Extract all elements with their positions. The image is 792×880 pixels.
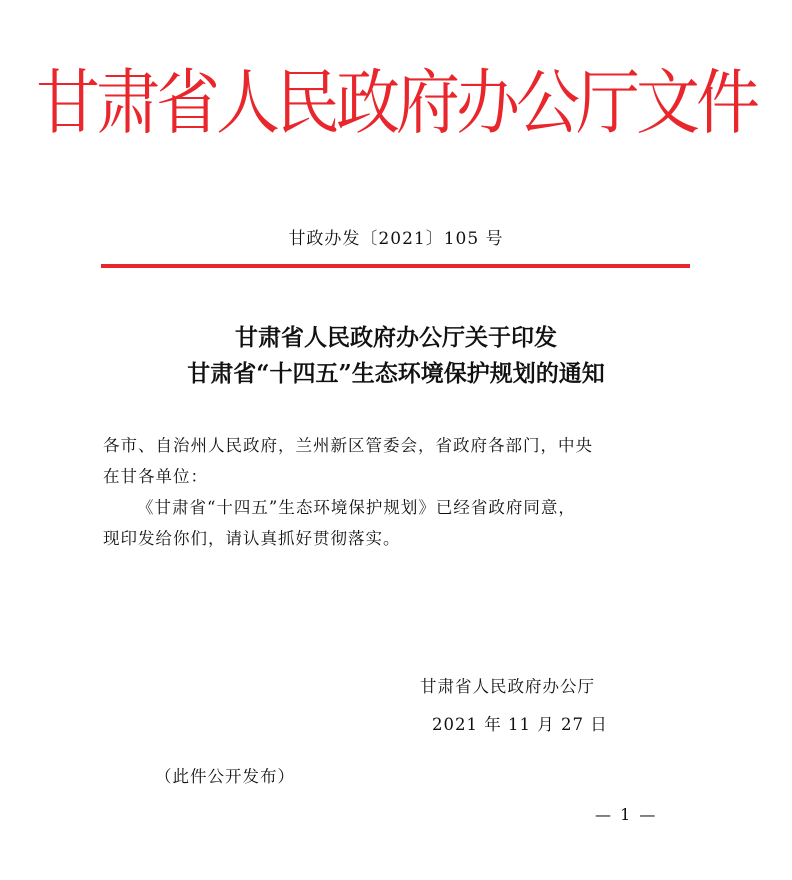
body-line-1-text: 《甘肃省“十四五”生态环境保护规划》已经省政府同意， — [137, 498, 576, 517]
publish-note: （此件公开发布） — [155, 767, 295, 786]
body-line-2: 现印发给你们，请认真抓好贯彻落实。 — [103, 529, 401, 548]
document-number: 甘政办发〔2021〕105 号 — [288, 229, 504, 249]
document-header-title: 甘肃省人民政府办公厅文件 — [36, 63, 756, 145]
notice-title-line-2: 甘肃省“十四五”生态环境保护规划的通知 — [187, 360, 605, 387]
recipients-line-2: 在甘各单位： — [103, 467, 208, 486]
signature-date: 2021 年 11 月 27 日 — [432, 715, 608, 734]
body-line-1 — [103, 492, 693, 523]
signature-organization: 甘肃省人民政府办公厅 — [420, 677, 595, 696]
notice-title — [0, 320, 792, 392]
page-number: — 1 — — [595, 805, 658, 824]
recipients-line-1: 各市、自治州人民政府，兰州新区管委会，省政府各部门，中央 — [103, 436, 593, 455]
red-divider-line — [101, 264, 690, 268]
body-paragraph — [103, 492, 693, 554]
notice-title-line-1: 甘肃省人民政府办公厅关于印发 — [235, 324, 557, 351]
recipients-block — [103, 430, 693, 492]
